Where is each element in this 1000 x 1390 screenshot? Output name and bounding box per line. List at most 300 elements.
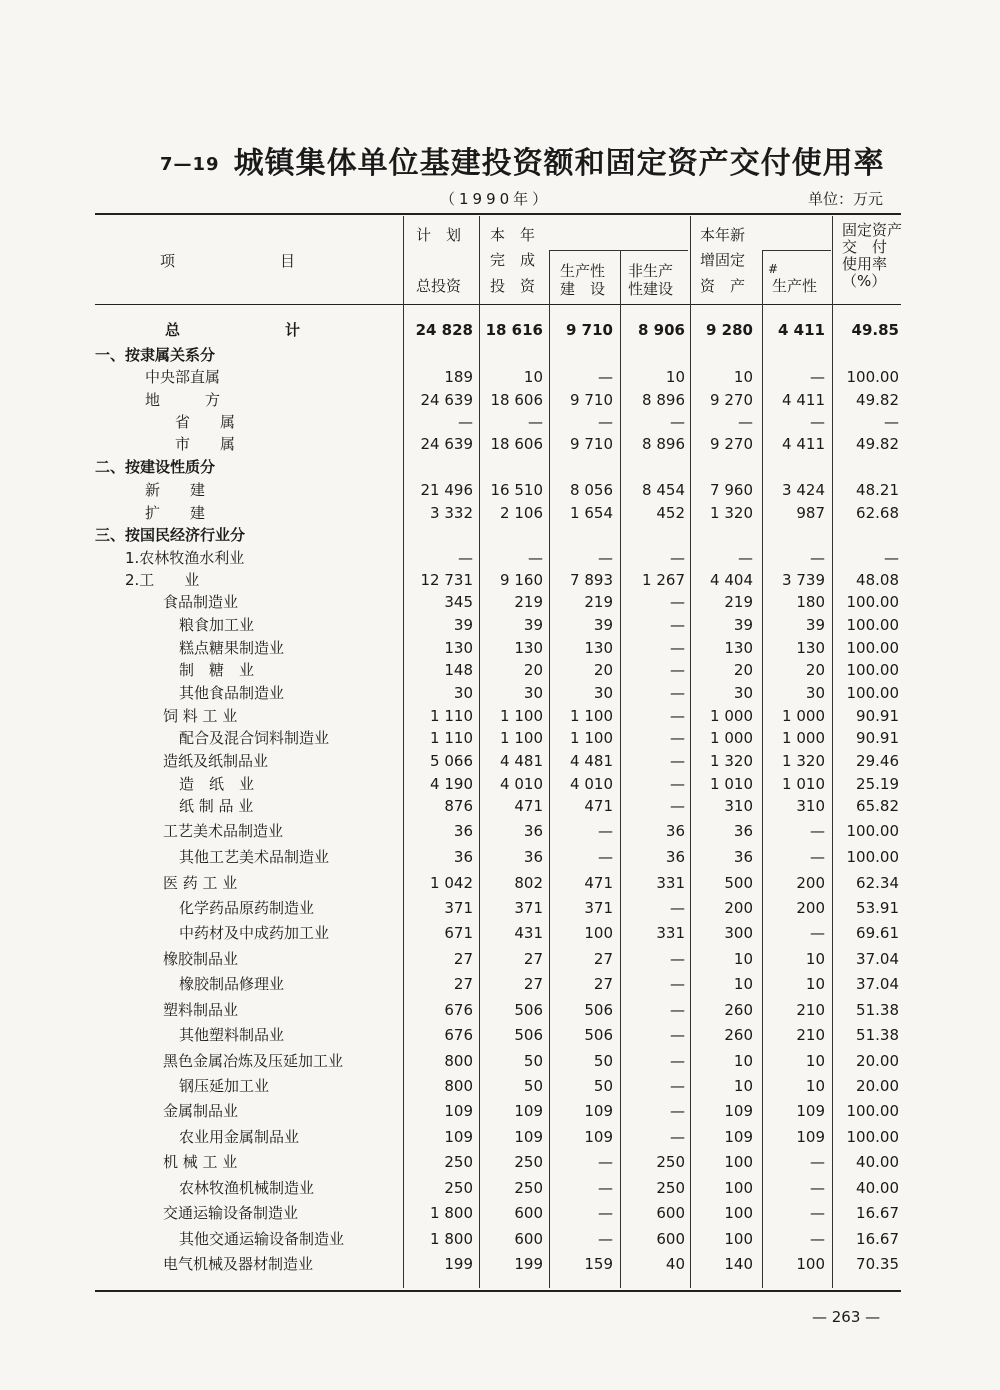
row-value: 36 (733, 848, 753, 866)
table-row (95, 922, 901, 944)
header-year-top: 本 年 (490, 226, 536, 244)
row-value: 676 (444, 1026, 473, 1044)
row-value: 452 (656, 504, 685, 522)
table-row (95, 591, 901, 613)
row-label: 二、按建设性质分 (95, 458, 216, 476)
row-value: 3 739 (782, 571, 825, 589)
top-rule (95, 213, 901, 215)
row-value: — (458, 413, 473, 431)
row-value: 109 (444, 1102, 473, 1120)
row-value: — (738, 413, 753, 431)
row-value: 30 (523, 684, 543, 702)
row-label: 其他交通运输设备制造业 (179, 1230, 345, 1248)
row-value: — (884, 549, 899, 567)
row-value: — (598, 822, 613, 840)
row-value: 802 (514, 874, 543, 892)
row-value: 10 (733, 368, 753, 386)
row-value: 20 (733, 661, 753, 679)
row-value: 1 100 (500, 707, 543, 725)
row-value: 4 411 (782, 391, 825, 409)
row-value: 39 (733, 616, 753, 634)
row-value: 1 320 (782, 752, 825, 770)
row-value: 219 (514, 593, 543, 611)
row-value: 3 424 (782, 481, 825, 499)
row-value: 371 (584, 899, 613, 917)
row-label: 其他食品制造业 (179, 684, 285, 702)
row-value: 36 (523, 848, 543, 866)
row-value: 500 (724, 874, 753, 892)
row-value: 50 (593, 1052, 613, 1070)
row-label: 一、按隶属关系分 (95, 346, 216, 364)
row-value: 4 411 (778, 321, 825, 339)
row-value: 20.00 (856, 1077, 899, 1095)
row-value: 1 267 (642, 571, 685, 589)
row-value: — (598, 549, 613, 567)
row-value: — (670, 775, 685, 793)
row-value: — (670, 707, 685, 725)
row-label: 扩 建 (145, 504, 206, 522)
row-value: — (810, 1204, 825, 1222)
row-value: 20 (593, 661, 613, 679)
table-row (95, 795, 901, 817)
row-value: 4 010 (570, 775, 613, 793)
table-row (95, 366, 901, 388)
table-row (95, 524, 901, 546)
table-row (95, 727, 901, 749)
row-value: 100.00 (846, 1128, 899, 1146)
row-value: 310 (724, 797, 753, 815)
row-value: 345 (444, 593, 473, 611)
row-label: 化学药品原药制造业 (179, 899, 315, 917)
row-value: 4 481 (500, 752, 543, 770)
row-value: 70.35 (856, 1255, 899, 1273)
row-value: 199 (514, 1255, 543, 1273)
table-title-text: 城镇集体单位基建投资额和固定资产交付使用率 (233, 146, 885, 181)
row-value: 10 (665, 368, 685, 386)
row-value: 199 (444, 1255, 473, 1273)
row-value: 39 (593, 616, 613, 634)
row-value: 36 (665, 822, 685, 840)
row-label: 地 方 (145, 391, 221, 409)
row-value: — (670, 616, 685, 634)
row-value: 109 (444, 1128, 473, 1146)
row-value: 27 (593, 975, 613, 993)
row-label: 制 糖 业 (179, 661, 255, 679)
row-value: 250 (444, 1179, 473, 1197)
row-value: 250 (444, 1153, 473, 1171)
row-value: 40.00 (856, 1179, 899, 1197)
header-nonproductive: 非生产 性建设 (628, 262, 674, 298)
row-value: 109 (514, 1128, 543, 1146)
row-value: 260 (724, 1026, 753, 1044)
row-label: 黑色金属冶炼及压延加工业 (163, 1052, 344, 1070)
row-label: 造纸及纸制品业 (163, 752, 269, 770)
row-value: 49.85 (851, 321, 899, 339)
row-value: 30 (593, 684, 613, 702)
header-done-top: 完 成 (490, 251, 536, 269)
row-value: 18 606 (490, 391, 543, 409)
row-value: 109 (724, 1128, 753, 1146)
row-value: 130 (584, 639, 613, 657)
row-label: 机 械 工 业 (163, 1153, 238, 1171)
row-value: 471 (514, 797, 543, 815)
row-value: 16.67 (856, 1230, 899, 1248)
row-value: 51.38 (856, 1026, 899, 1044)
row-value: 676 (444, 1001, 473, 1019)
row-label: 塑料制品业 (163, 1001, 239, 1019)
row-value: 40.00 (856, 1153, 899, 1171)
row-value: 671 (444, 924, 473, 942)
row-value: 1 000 (782, 707, 825, 725)
row-value: 200 (796, 874, 825, 892)
row-value: 109 (584, 1128, 613, 1146)
row-value: 600 (514, 1204, 543, 1222)
row-value: 200 (724, 899, 753, 917)
row-value: 10 (805, 1077, 825, 1095)
row-value: 30 (733, 684, 753, 702)
row-value: 18 616 (485, 321, 543, 339)
row-value: 4 411 (782, 435, 825, 453)
row-value: 37.04 (856, 975, 899, 993)
row-value: 800 (444, 1052, 473, 1070)
subheader-line (763, 250, 831, 251)
table-title (160, 138, 885, 182)
row-value: 800 (444, 1077, 473, 1095)
row-value: 987 (796, 504, 825, 522)
table-row (95, 389, 901, 411)
row-value: 10 (805, 1052, 825, 1070)
row-value: 100 (724, 1179, 753, 1197)
row-value: 50 (523, 1052, 543, 1070)
row-value: 69.61 (856, 924, 899, 942)
row-label: 钢压延加工业 (179, 1077, 270, 1095)
row-value: 8 906 (638, 321, 685, 339)
row-value: 109 (796, 1128, 825, 1146)
table-row (95, 433, 901, 455)
row-value: 506 (514, 1001, 543, 1019)
row-value: — (598, 1153, 613, 1171)
row-label: 农林牧渔机械制造业 (179, 1179, 315, 1197)
row-value: 36 (733, 822, 753, 840)
row-value: 250 (656, 1153, 685, 1171)
row-value: 9 270 (710, 435, 753, 453)
row-value: — (670, 661, 685, 679)
row-value: — (884, 413, 899, 431)
row-value: — (598, 1230, 613, 1248)
row-value: 300 (724, 924, 753, 942)
row-value: 100.00 (846, 593, 899, 611)
row-value: 9 710 (570, 391, 613, 409)
table-row (95, 344, 901, 366)
table-row (95, 948, 901, 970)
row-value: — (670, 1001, 685, 1019)
row-value: 1 000 (710, 729, 753, 747)
row-label: 三、按国民经济行业分 (95, 526, 246, 544)
row-value: 25.19 (856, 775, 899, 793)
row-label: 1.农林牧渔水利业 (125, 549, 245, 567)
table-row (95, 1177, 901, 1199)
row-label: 其他塑料制品业 (179, 1026, 285, 1044)
row-value: 1 100 (570, 707, 613, 725)
bottom-rule (95, 1290, 901, 1292)
year-label: （1990年） (440, 190, 552, 208)
row-label: 省 属 (175, 413, 236, 431)
row-value: 100.00 (846, 1102, 899, 1120)
table-row (95, 502, 901, 524)
row-value: 16 510 (490, 481, 543, 499)
table-row (95, 319, 901, 341)
row-value: 27 (453, 975, 473, 993)
row-value: 29.46 (856, 752, 899, 770)
row-value: 1 042 (430, 874, 473, 892)
row-value: 20 (805, 661, 825, 679)
row-value: 189 (444, 368, 473, 386)
row-value: — (670, 684, 685, 702)
header-star-productive: 生产性 (772, 277, 818, 295)
row-value: 49.82 (856, 435, 899, 453)
row-value: 506 (584, 1001, 613, 1019)
row-value: 37.04 (856, 950, 899, 968)
row-value: 24 639 (420, 435, 473, 453)
row-label: 橡胶制品修理业 (179, 975, 285, 993)
row-value: 8 056 (570, 481, 613, 499)
row-value: 36 (453, 848, 473, 866)
table-row (95, 659, 901, 681)
row-value: 1 100 (570, 729, 613, 747)
row-value: — (670, 797, 685, 815)
header-productive: 生产性 建 设 (560, 262, 606, 298)
row-value: 65.82 (856, 797, 899, 815)
row-value: 148 (444, 661, 473, 679)
row-value: — (810, 413, 825, 431)
row-value: 109 (724, 1102, 753, 1120)
row-value: 130 (444, 639, 473, 657)
row-value: 1 010 (710, 775, 753, 793)
page-number: — 263 — (812, 1308, 881, 1326)
row-value: — (810, 848, 825, 866)
table-row (95, 1228, 901, 1250)
row-value: — (670, 729, 685, 747)
row-value: 20.00 (856, 1052, 899, 1070)
row-value: 90.91 (856, 707, 899, 725)
row-value: 1 110 (430, 729, 473, 747)
table-row (95, 569, 901, 591)
row-value: — (598, 848, 613, 866)
row-value: 471 (584, 797, 613, 815)
row-label: 纸 制 品 业 (179, 797, 254, 815)
row-value: — (670, 413, 685, 431)
row-value: — (810, 1153, 825, 1171)
row-value: — (528, 413, 543, 431)
row-label: 总 计 (165, 321, 301, 339)
row-value: 600 (656, 1204, 685, 1222)
row-value: 20 (523, 661, 543, 679)
row-value: 140 (724, 1255, 753, 1273)
row-label: 粮食加工业 (179, 616, 255, 634)
table-row (95, 637, 901, 659)
row-value: 48.08 (856, 571, 899, 589)
row-value: 100 (724, 1230, 753, 1248)
row-value: 4 481 (570, 752, 613, 770)
row-value: 9 160 (500, 571, 543, 589)
row-value: 100 (724, 1153, 753, 1171)
row-value: 51.38 (856, 1001, 899, 1019)
row-value: 1 000 (710, 707, 753, 725)
row-value: 100.00 (846, 639, 899, 657)
row-value: 5 066 (430, 752, 473, 770)
row-value: — (670, 1052, 685, 1070)
row-value: 8 896 (642, 391, 685, 409)
row-value: 109 (584, 1102, 613, 1120)
table-row (95, 682, 901, 704)
row-value: 371 (514, 899, 543, 917)
row-value: 219 (584, 593, 613, 611)
row-value: 431 (514, 924, 543, 942)
row-value: — (598, 413, 613, 431)
row-value: — (810, 924, 825, 942)
row-value: 100 (584, 924, 613, 942)
row-label: 橡胶制品业 (163, 950, 239, 968)
table-row (95, 999, 901, 1021)
header-plan-bottom: 总投资 (416, 277, 462, 295)
row-value: 39 (805, 616, 825, 634)
row-value: 27 (523, 975, 543, 993)
row-value: — (670, 549, 685, 567)
row-label: 市 属 (175, 435, 236, 453)
row-label: 工艺美术品制造业 (163, 822, 284, 840)
row-value: 18 606 (490, 435, 543, 453)
header-new-mid: 增固定 (700, 251, 746, 269)
row-value: 12 731 (420, 571, 473, 589)
row-value: — (670, 1102, 685, 1120)
row-value: — (810, 1179, 825, 1197)
row-value: 1 320 (710, 752, 753, 770)
row-value: 1 654 (570, 504, 613, 522)
row-value: 219 (724, 593, 753, 611)
table-row (95, 1024, 901, 1046)
row-value: 21 496 (420, 481, 473, 499)
row-value: 331 (656, 874, 685, 892)
row-value: 10 (805, 950, 825, 968)
row-value: 100.00 (846, 616, 899, 634)
row-value: 506 (514, 1026, 543, 1044)
row-value: — (810, 368, 825, 386)
table-number: 7—19 (160, 154, 220, 175)
row-value: — (810, 1230, 825, 1248)
row-label: 饲 料 工 业 (163, 707, 238, 725)
row-value: 371 (444, 899, 473, 917)
row-value: 36 (523, 822, 543, 840)
row-label: 中药材及中成药加工业 (179, 924, 330, 942)
header-done-bottom: 投 资 (490, 277, 536, 295)
table-row (95, 547, 901, 569)
row-value: 30 (453, 684, 473, 702)
subheader-line (550, 250, 688, 251)
row-label: 2.工 业 (125, 571, 200, 589)
row-value: 10 (733, 1077, 753, 1095)
row-value: 39 (523, 616, 543, 634)
row-label: 医 药 工 业 (163, 874, 238, 892)
row-label: 糕点糖果制造业 (179, 639, 285, 657)
row-value: 1 320 (710, 504, 753, 522)
row-value: 36 (453, 822, 473, 840)
row-value: 9 710 (566, 321, 613, 339)
row-value: 180 (796, 593, 825, 611)
table-row (95, 973, 901, 995)
header-item: 项 目 (160, 252, 296, 270)
row-value: 7 893 (570, 571, 613, 589)
table-row (95, 1253, 901, 1275)
table-row (95, 872, 901, 894)
row-value: 1 010 (782, 775, 825, 793)
row-value: 50 (523, 1077, 543, 1095)
row-value: 27 (523, 950, 543, 968)
row-value: — (670, 975, 685, 993)
row-value: 39 (453, 616, 473, 634)
row-value: 4 010 (500, 775, 543, 793)
row-value: 27 (593, 950, 613, 968)
row-value: 53.91 (856, 899, 899, 917)
row-value: 9 280 (706, 321, 753, 339)
row-value: 260 (724, 1001, 753, 1019)
row-value: — (670, 1128, 685, 1146)
table-row (95, 411, 901, 433)
row-value: 48.21 (856, 481, 899, 499)
row-value: 200 (796, 899, 825, 917)
row-value: 2 106 (500, 504, 543, 522)
table-row (95, 479, 901, 501)
row-value: 10 (523, 368, 543, 386)
row-value: 1 800 (430, 1230, 473, 1248)
row-value: — (670, 1077, 685, 1095)
table-row (95, 846, 901, 868)
row-label: 电气机械及器材制造业 (163, 1255, 314, 1273)
row-value: 1 110 (430, 707, 473, 725)
row-value: 30 (805, 684, 825, 702)
row-value: 100 (724, 1204, 753, 1222)
row-value: 1 000 (782, 729, 825, 747)
table-row (95, 614, 901, 636)
row-value: 130 (514, 639, 543, 657)
header-new-bottom: 资 产 (700, 277, 746, 295)
row-value: 10 (805, 975, 825, 993)
row-value: 4 190 (430, 775, 473, 793)
row-value: 36 (665, 848, 685, 866)
table-row (95, 773, 901, 795)
row-value: 109 (514, 1102, 543, 1120)
row-label: 交通运输设备制造业 (163, 1204, 299, 1222)
row-value: 7 960 (710, 481, 753, 499)
row-value: 4 404 (710, 571, 753, 589)
row-value: 100.00 (846, 848, 899, 866)
row-value: 1 800 (430, 1204, 473, 1222)
row-value: 9 710 (570, 435, 613, 453)
table-row (95, 1202, 901, 1224)
row-value: 250 (656, 1179, 685, 1197)
row-label: 中央部直属 (145, 368, 221, 386)
table-row (95, 1151, 901, 1173)
row-value: 10 (733, 950, 753, 968)
row-value: 27 (453, 950, 473, 968)
row-value: — (810, 549, 825, 567)
row-value: 600 (656, 1230, 685, 1248)
row-label: 配合及混合饲料制造业 (179, 729, 330, 747)
row-value: 3 332 (430, 504, 473, 522)
row-value: 100.00 (846, 368, 899, 386)
row-value: 10 (733, 1052, 753, 1070)
row-value: — (810, 822, 825, 840)
row-value: 100.00 (846, 661, 899, 679)
